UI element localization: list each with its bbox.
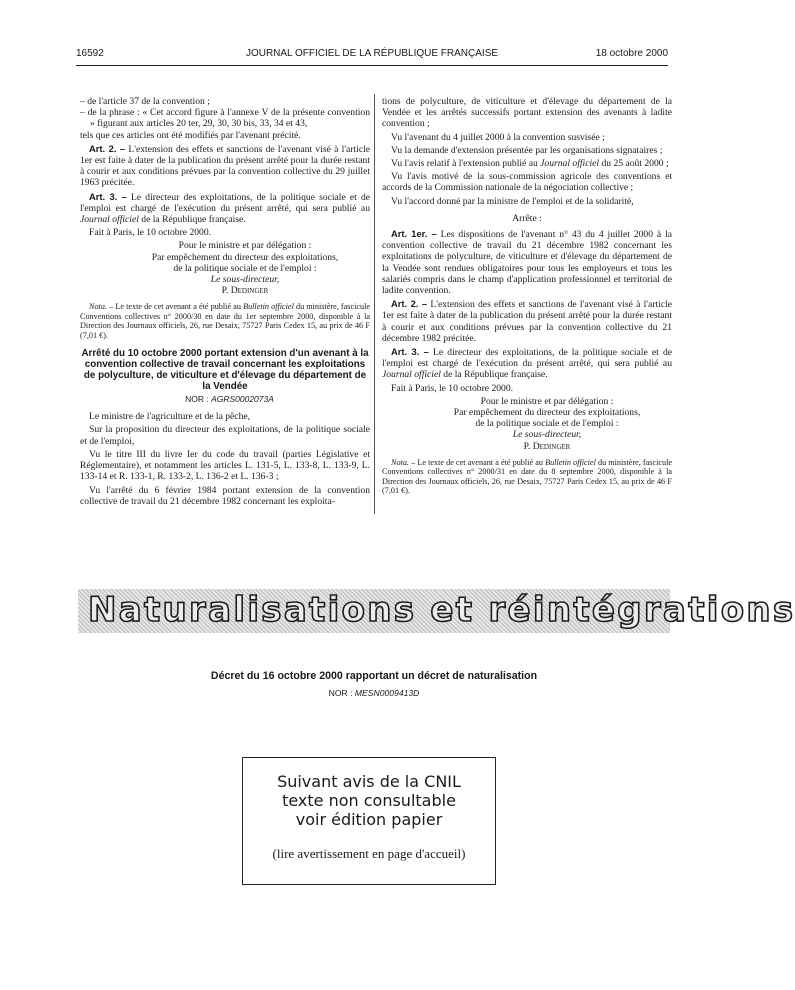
signature-block — [422, 396, 672, 452]
bulletin-name: Bulletin officiel — [545, 457, 596, 467]
signature-line: Par empêchement du directeur des exploitations, — [151, 251, 339, 263]
nota-text: du ministère, fascicule Conventions collectives n° 2000/30 en date du 1er septembre 2000, disponible à la Direction des Journaux officiels, 26, rue Desaix, 75727 Paris Cedex 15, au prix de 46 F (7,01 €). — [80, 302, 371, 340]
nota-text: – Le texte de cet avenant a été publié au — [109, 302, 241, 312]
journal-name: Journal officiel — [540, 158, 600, 170]
arrete-heading: Arrête : — [512, 212, 542, 224]
journal-name: Journal officiel — [80, 214, 139, 226]
paragraph: Vu l'avis motivé de la sous-commission agricole des conventions et accords de la Commission nationale de la négociation collective ; — [382, 171, 672, 194]
list-item: – de la phrase : « Cet accord figure à l'annexe V de la présente convention » figurant aux articles 20 ter, 29, 30, 30 bis, 33, 34 et 43, — [80, 107, 370, 130]
page-number: 16592 — [76, 48, 104, 59]
nota-label: Nota. — [89, 302, 107, 312]
journal-name: Journal officiel — [382, 369, 441, 381]
paragraph: Le ministre de l'agriculture et de la pêche, — [89, 411, 251, 423]
nota-label: Nota. — [391, 457, 409, 467]
article-label: Art. 3. – — [391, 346, 429, 358]
nor-code: AGRS0002073A — [211, 394, 274, 405]
nota — [382, 458, 672, 496]
paragraph: Vu l'accord donné par la ministre de l'emploi et de la solidarité, — [391, 195, 634, 207]
place-date: Fait à Paris, le 10 octobre 2000. — [391, 382, 514, 394]
paragraph — [382, 158, 672, 169]
signatory-name: P. Dedinger — [221, 285, 269, 297]
nor-label: NOR : — [185, 394, 209, 405]
right-column — [382, 96, 672, 502]
paragraph: tels que ces articles ont été modifiés par l'avenant précité. — [80, 129, 301, 141]
section-banner — [78, 589, 795, 633]
article-text: de la République française. — [443, 369, 548, 381]
article-label: Art. 2. – — [89, 142, 126, 154]
bulletin-name: Bulletin officiel — [243, 302, 294, 312]
paragraph: Vu le titre III du livre Ier du code du travail (parties Législative et Réglementaire), et notamment les articles L. 131-5, L. 133-8, L. 133-9, L. 133-14 et R. 133-1, R. 133-2, L. 136-2 et L. 136-3 ; — [80, 448, 370, 483]
cnil-line: voir édition papier — [295, 810, 443, 829]
paragraph: Vu la demande d'extension présentée par les organisations signataires ; — [391, 144, 663, 156]
signature-line: de la politique sociale et de l'emploi : — [173, 262, 317, 274]
signatory-name: P. Dedinger — [523, 440, 571, 452]
nota-text: – Le texte de cet avenant a été publié au — [411, 457, 543, 467]
nota-text: du ministère, fascicule Conventions collectives n° 2000/31 en date du 8 septembre 2000, disponible à la Direction des Journaux officiels, 26, rue Desaix, 75727 Paris Cedex 15, au prix de 46 F (7,01 €). — [382, 457, 673, 496]
article-2 — [382, 298, 672, 344]
signature-line: Par empêchement du directeur des exploitations, — [453, 407, 641, 419]
paragraph: Vu l'avenant du 4 juillet 2000 à la convention susvisée ; — [391, 131, 605, 143]
cnil-line: Suivant avis de la CNIL — [277, 772, 461, 791]
paragraph: Sur la proposition du directeur des exploitations, de la politique sociale et de l'emploi, — [80, 424, 370, 447]
paragraph: tions de polyculture, de viticulture et d'élevage du département de la Vendée et les arrêtés successifs portant extension des avenants à ladite convention ; — [382, 96, 672, 130]
cnil-notice-box — [242, 757, 496, 885]
signature-line: de la politique sociale et de l'emploi : — [475, 418, 619, 430]
left-column — [80, 96, 370, 509]
paragraph-text: du 25 août 2000 ; — [601, 158, 669, 170]
article-text: Le directeur des exploitations, de la politique sociale et de l'emploi est chargé de l'exécution du présent arrêté, qui sera publié au — [80, 191, 371, 214]
article-2 — [80, 143, 370, 189]
nor-code: MESN0009413D — [354, 688, 420, 698]
paragraph: Vu l'arrêté du 6 février 1984 portant extension de la convention collective de travail du 21 décembre 1982 concernant les exploita- — [80, 484, 370, 507]
article-label: Art. 3. – — [89, 190, 127, 202]
nor-reference — [80, 394, 370, 405]
list-item: – de l'article 37 de la convention ; — [80, 96, 210, 107]
cnil-note: (lire avertissement en page d'accueil) — [272, 846, 466, 861]
nota — [80, 302, 370, 340]
decret-title: Décret du 16 octobre 2000 rapportant un décret de naturalisation — [210, 670, 538, 682]
page-header — [76, 48, 668, 62]
article-1 — [382, 228, 672, 296]
article-text: L'extension des effets et sanctions de l'avenant visé à l'article 1er est faite à dater de la publication du présent arrêté pour la durée restant à courir et aux conditions prévues par la convention collective du 21 décembre 1982 précitée. — [382, 299, 673, 344]
article-3 — [80, 191, 370, 226]
place-date: Fait à Paris, le 10 octobre 2000. — [89, 227, 212, 239]
nor-reference — [78, 688, 670, 698]
article-text: Les dispositions de l'avenant n° 43 du 4 juillet 2000 à la convention collective de travail du 21 décembre 1982 concernant les exploitations de polyculture, de viticulture et d'élevage du département de la Vendée sont rendues obligatoires pour tous les employeurs et tous les salariés compris dans le champ d'application professionnel et territorial de ladite convention. — [382, 229, 673, 297]
arrete-title: Arrêté du 10 octobre 2000 portant extension d'un avenant à la convention collective de travail concernant les exploitations de polyculture, de viticulture et d'élevage du département de la Vendée — [81, 348, 369, 393]
article-3 — [382, 346, 672, 381]
signature-title: Le sous-directeur, — [210, 274, 280, 286]
paragraph-text: Vu l'avis relatif à l'extension publié au — [391, 158, 538, 170]
column-divider — [374, 94, 375, 514]
signature-title: Le sous-directeur, — [512, 429, 582, 441]
header-rule — [76, 65, 668, 66]
banner-title: Naturalisations et réintégrations — [88, 590, 795, 630]
article-label: Art. 1er. – — [391, 228, 437, 240]
signature-block — [120, 240, 370, 296]
article-label: Art. 2. – — [391, 298, 428, 310]
cnil-line: texte non consultable — [282, 791, 456, 810]
article-text: L'extension des effets et sanctions de l'avenant visé à l'article 1er est faite à dater de la publication du présent arrêté pour la durée restant à courir et aux conditions prévues par la convention collective du 29 juillet 1963 précitée. — [80, 143, 371, 189]
journal-title: JOURNAL OFFICIEL DE LA RÉPUBLIQUE FRANÇAISE — [245, 48, 499, 59]
article-text: Le directeur des exploitations, de la politique sociale et de l'emploi est chargé de l'exécution du présent arrêté, qui sera publié au — [382, 347, 673, 370]
signature-line: Pour le ministre et par délégation : — [178, 240, 312, 252]
nor-label: NOR : — [328, 688, 353, 698]
article-text: de la République française. — [141, 214, 246, 226]
issue-date: 18 octobre 2000 — [595, 48, 668, 59]
signature-line: Pour le ministre et par délégation : — [480, 395, 614, 407]
